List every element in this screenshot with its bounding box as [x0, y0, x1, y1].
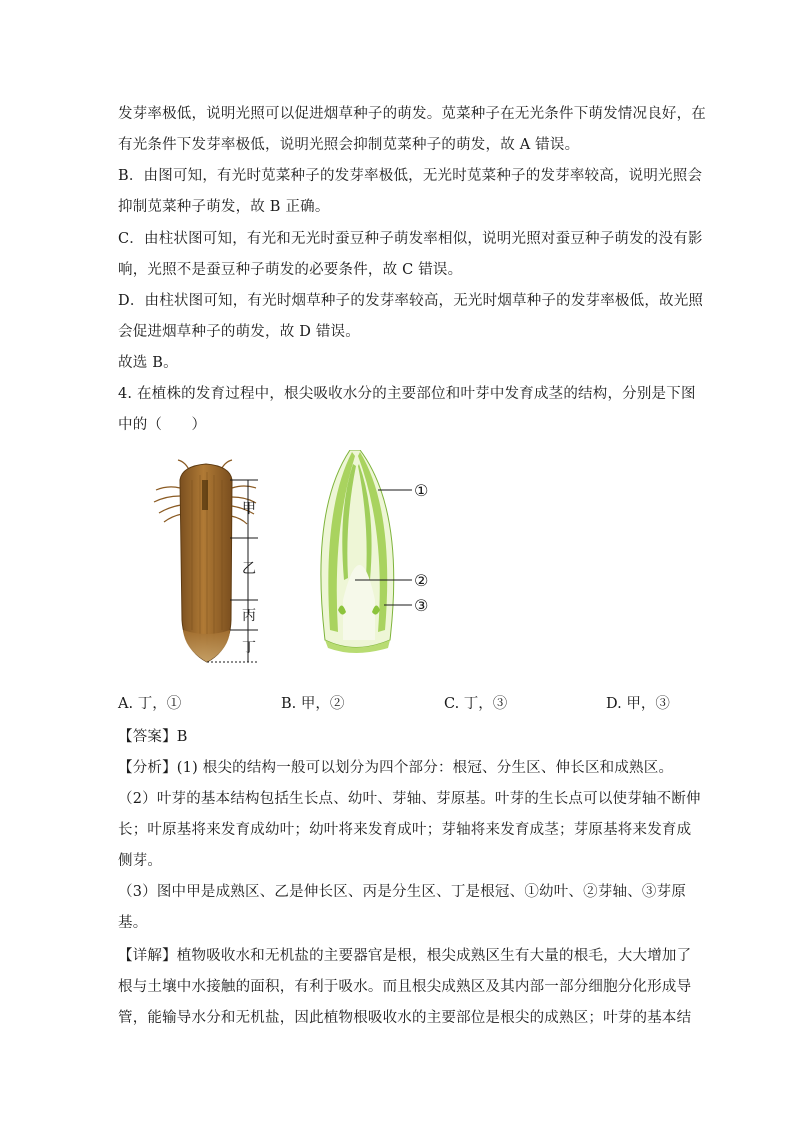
root-label-yi: 乙: [242, 561, 256, 577]
text-line: D．由柱状图可知，有光时烟草种子的发芽率较高，无光时烟草种子的发芽率极低，故光照: [118, 293, 704, 309]
text-line: 有光条件下发芽率极低，说明光照会抑制苋菜种子的萌发，故 A 错误。: [118, 137, 580, 153]
text-line: 故选 B。: [118, 355, 178, 371]
text-line: 会促进烟草种子的萌发，故 D 错误。: [118, 324, 360, 340]
text-line: B．由图可知，有光时苋菜种子的发芽率极低，无光时苋菜种子的发芽率较高，说明光照会: [118, 168, 703, 184]
analysis-line: 侧芽。: [118, 853, 163, 869]
option-a[interactable]: A. 丁，①: [118, 696, 182, 712]
question-stem: 4. 在植株的发育过程中，根尖吸收水分的主要部位和叶芽中发育成茎的结构，分别是下图: [118, 386, 696, 402]
analysis-line: 基。: [118, 915, 148, 931]
detail-line: 【详解】植物吸收水和无机盐的主要器官是根，根尖成熟区生有大量的根毛，大大增加了: [118, 948, 692, 964]
analysis-line: 长；叶原基将来发育成幼叶；幼叶将来发育成叶；芽轴将来发育成茎；芽原基将来发育成: [118, 822, 692, 838]
analysis-line: 【分析】(1) 根尖的结构一般可以划分为四个部分：根冠、分生区、伸长区和成熟区。: [118, 760, 674, 776]
bud-label-1: ①: [414, 481, 429, 500]
root-label-ding: 丁: [242, 640, 256, 656]
figure-root-tip-and-bud: [150, 450, 450, 680]
text-line: 响，光照不是蚕豆种子萌发的必要条件，故 C 错误。: [118, 262, 463, 278]
option-c[interactable]: C. 丁，③: [444, 696, 508, 712]
bud-label-2: ②: [414, 571, 429, 590]
question-stem: 中的（ ）: [118, 417, 207, 433]
analysis-line: （3）图中甲是成熟区、乙是伸长区、丙是分生区、丁是根冠、①幼叶、②芽轴、③芽原: [118, 884, 687, 900]
answer-line: 【答案】B: [118, 729, 188, 745]
bud-label-3: ③: [414, 596, 429, 615]
text-line: 抑制苋菜种子萌发，故 B 正确。: [118, 199, 330, 215]
option-d[interactable]: D. 甲，③: [606, 696, 670, 712]
leaf-bud: [321, 450, 394, 653]
text-line: C．由柱状图可知，有光和无光时蚕豆种子萌发率相似，说明光照对蚕豆种子萌发的没有影: [118, 231, 703, 247]
option-b[interactable]: B. 甲，②: [281, 696, 345, 712]
detail-line: 根与土壤中水接触的面积，有利于吸水。而且根尖成熟区及其内部一部分细胞分化形成导: [118, 979, 692, 995]
text-line: 发芽率极低，说明光照可以促进烟草种子的萌发。苋菜种子在无光条件下萌发情况良好，在: [118, 106, 706, 122]
root-label-jia: 甲: [242, 501, 256, 517]
root-label-bing: 丙: [242, 608, 256, 624]
analysis-line: （2）叶芽的基本结构包括生长点、幼叶、芽轴、芽原基。叶芽的生长点可以使芽轴不断伸: [118, 791, 701, 807]
detail-line: 管，能输导水分和无机盐，因此植物根吸收水的主要部位是根尖的成熟区；叶芽的基本结: [118, 1010, 692, 1026]
